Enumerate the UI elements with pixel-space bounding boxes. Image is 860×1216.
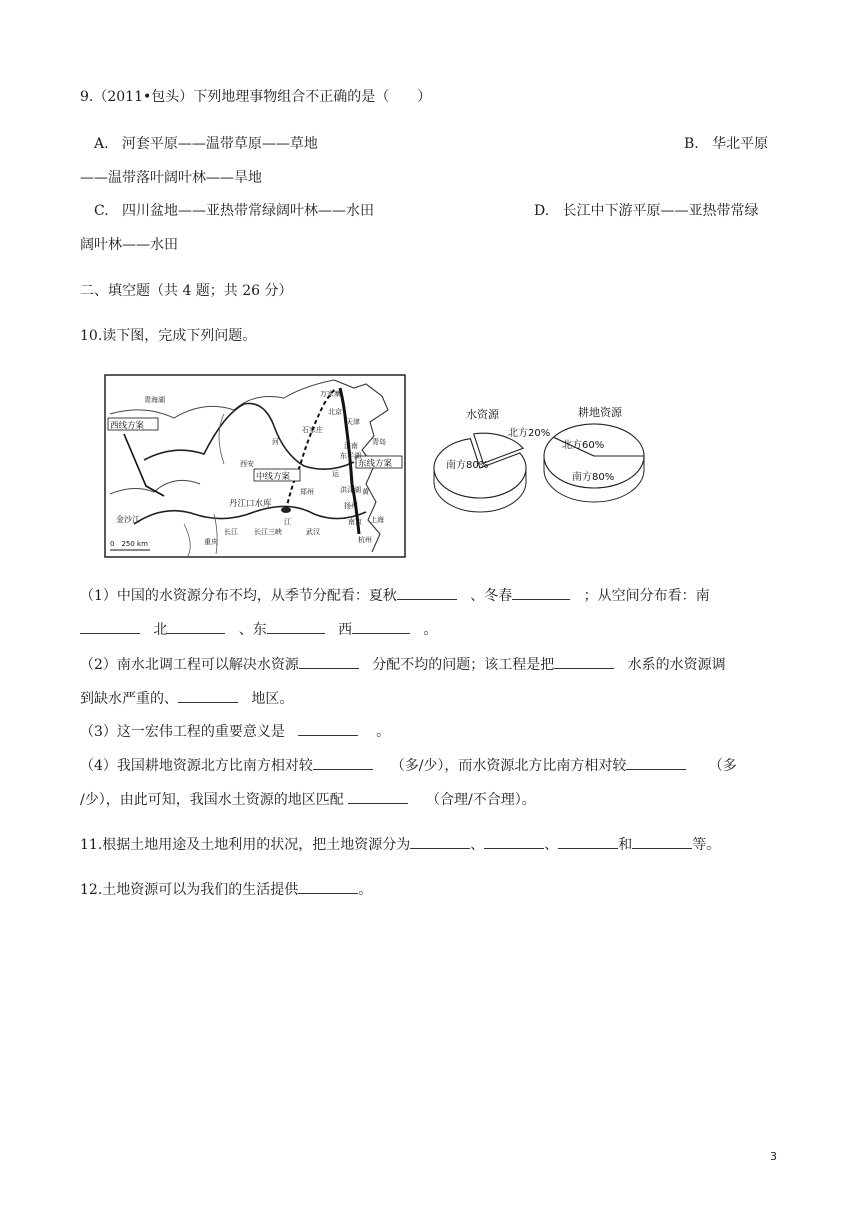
option-d-text: 长江中下游平原——亚热带常绿 — [562, 203, 759, 219]
answer-blank[interactable] — [167, 619, 225, 634]
q9-option-a[interactable] — [94, 134, 318, 154]
answer-blank[interactable] — [80, 619, 140, 634]
answer-blank[interactable] — [632, 834, 692, 849]
map-label-middle-route: 中线方案 — [256, 472, 291, 482]
answer-blank[interactable] — [484, 834, 544, 849]
q9-option-c[interactable] — [94, 201, 374, 221]
q9-stem: 9.（2011•包头）下列地理事物组合不正确的是（ ） — [80, 89, 432, 105]
pie-water-title: 水资源 — [466, 408, 499, 421]
option-a-text: 河套平原——温带草原——草地 — [121, 136, 318, 152]
q9-option-d[interactable] — [534, 201, 759, 221]
map-label-wanjiazhai: 万家寨 — [320, 390, 341, 398]
q10-part2-line2: 到缺水严重的、 地区。 — [80, 688, 293, 709]
answer-blank[interactable] — [267, 619, 325, 634]
answer-blank[interactable] — [512, 585, 570, 600]
map-label-dongpinghu: 东平湖 — [340, 452, 361, 460]
south-north-water-map — [104, 374, 406, 558]
q9-option-b-continued: ——温带落叶阔叶林——旱地 — [80, 170, 262, 186]
section-title: 二、填空题（共 4 题；共 26 分） — [80, 283, 293, 299]
answer-blank[interactable] — [298, 879, 358, 894]
pie-cropland-label-south: 南方80% — [572, 472, 615, 483]
answer-blank[interactable] — [626, 755, 686, 770]
answer-blank[interactable] — [554, 654, 614, 669]
q10-part4-line1: （4）我国耕地资源北方比南方相对较 （多/少），而水资源北方比南方相对较 （多 — [80, 755, 737, 776]
answer-blank[interactable] — [397, 585, 457, 600]
answer-blank[interactable] — [298, 721, 358, 736]
map-label-jinan: 济南 — [344, 442, 358, 450]
map-label-shanghai: 上海 — [370, 516, 384, 524]
map-label-reservoir: 丹江口水库 — [229, 499, 272, 509]
q10-part2-line1: （2）南水北调工程可以解决水资源 分配不均的问题；该工程是把 水系的水资源调 — [80, 654, 726, 675]
map-label-nanjing: 南京 — [348, 518, 362, 526]
page-number: 3 — [770, 1150, 777, 1163]
pie-water-label-north: 北方20% — [508, 428, 551, 439]
map-label-chongqing: 重庆 — [204, 538, 218, 546]
map-scale: 0 250 km — [110, 540, 148, 548]
option-b-letter: B. — [684, 136, 699, 152]
q9-option-d-continued: 阔叶林——水田 — [80, 237, 178, 253]
pie-water-label-south: 南方80% — [446, 460, 489, 471]
option-a-letter: A. — [94, 136, 109, 152]
map-label-hongzehu: 洪泽湖 — [340, 486, 361, 494]
answer-blank[interactable] — [178, 688, 238, 703]
map-label-xian: 西安 — [240, 460, 254, 468]
q10-stem: 10.读下图，完成下列问题。 — [80, 328, 257, 344]
option-d-letter: D. — [534, 203, 550, 219]
pie-cropland-label-north: 北方60% — [562, 440, 605, 451]
option-c-text: 四川盆地——亚热带常绿阔叶林——水田 — [122, 203, 375, 219]
q10-part3: （3）这一宏伟工程的重要意义是 。 — [80, 721, 390, 742]
q10-part1-line1: （1）中国的水资源分布不均，从季节分配看：夏秋 、冬春 ；从空间分布看：南 — [80, 585, 710, 606]
map-label-sanxia: 长江三峡 — [254, 528, 282, 536]
map-label-yun: 运 — [332, 470, 339, 478]
resource-pie-charts — [426, 404, 650, 528]
map-label-shijiazhuang: 石家庄 — [302, 426, 323, 434]
map-label-beijing: 北京 — [328, 408, 342, 416]
map-label-yangzhou: 扬州 — [344, 502, 358, 510]
map-label-qingdao: 青岛 — [372, 438, 386, 446]
map-label-east-route: 东线方案 — [358, 459, 393, 469]
q10-part4-line2: /少），由此可知，我国水土资源的地区匹配 （合理/不合理）。 — [80, 789, 536, 810]
map-label-he: 河 — [272, 438, 279, 446]
q9-option-b[interactable] — [684, 134, 768, 154]
map-label-jiang: 江 — [284, 518, 291, 526]
map-label-tianjin: 天津 — [346, 418, 360, 426]
map-label-hangzhou: 杭州 — [358, 536, 372, 544]
answer-blank[interactable] — [558, 834, 618, 849]
answer-blank[interactable] — [348, 789, 408, 804]
option-b-text: 华北平原 — [712, 136, 769, 152]
map-label-west-route: 西线方案 — [110, 421, 145, 431]
q11: 11.根据土地用途及土地利用的状况，把土地资源分为 、 、 和 等。 — [80, 834, 720, 855]
answer-blank[interactable] — [410, 834, 470, 849]
map-label-wuhan: 武汉 — [306, 528, 320, 536]
q10-part1-line2: 北 、东 西 。 — [80, 619, 437, 640]
answer-blank[interactable] — [352, 619, 410, 634]
map-label-jinsha: 金沙江 — [116, 515, 140, 524]
answer-blank[interactable] — [299, 654, 359, 669]
option-c-letter: C. — [94, 203, 109, 219]
water-resource-pie — [434, 433, 526, 512]
map-label-qinghaihu: 青海湖 — [144, 396, 165, 404]
map-label-changjiang: 长江 — [224, 528, 238, 536]
cropland-resource-pie — [544, 424, 644, 502]
answer-blank[interactable] — [313, 755, 373, 770]
q12: 12.土地资源可以为我们的生活提供 。 — [80, 879, 372, 900]
pie-cropland-title: 耕地资源 — [578, 406, 622, 419]
map-label-zhengzhou: 郑州 — [300, 488, 314, 496]
map-label-huang: 黄 — [362, 488, 369, 496]
